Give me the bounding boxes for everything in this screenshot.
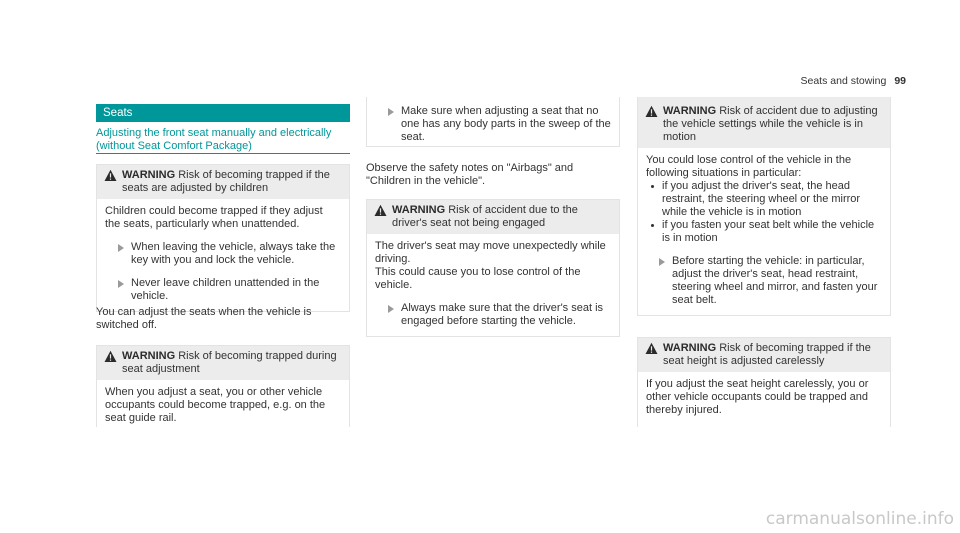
warning-body (638, 372, 890, 425)
warning-box-seat-height (637, 337, 891, 427)
warning-box-seat-not-engaged (366, 199, 620, 337)
subheading-rule (96, 153, 350, 154)
step-arrow-icon (388, 305, 394, 313)
warning-header (367, 200, 619, 234)
list-item (646, 219, 882, 245)
warning-body (97, 380, 349, 433)
step-text: Before starting the vehicle: in particular, adjust the driver's seat, head restraint, steering wheel and mirror, and fasten your seat belt. (672, 255, 878, 306)
warning-box-seat-adjustment (96, 345, 350, 427)
warning-body (97, 199, 349, 311)
subheading: Adjusting the front seat manually and electrically (without Seat Comfort Package) (96, 127, 332, 152)
warning-triangle-icon (104, 350, 117, 363)
warning-text: When you adjust a seat, you or other vehicle occupants could become trapped, e.g. on the seat guide rail. (105, 386, 326, 424)
warning-text: This could cause you to lose control of the vehicle. (375, 266, 581, 291)
warning-triangle-icon (645, 105, 658, 118)
step-arrow-icon (118, 244, 124, 252)
warning-header (638, 338, 890, 372)
warning-box-vehicle-in-motion (637, 97, 891, 316)
bullet-dot (651, 185, 654, 188)
warning-label: WARNING (392, 204, 446, 216)
warning-body (638, 148, 890, 315)
warning-title: Risk of becoming trapped during seat adjustment (122, 350, 337, 375)
step-item (375, 105, 611, 144)
warning-box-continued (366, 97, 620, 147)
warning-title: Risk of becoming trapped if the seats are adjusted by children (122, 169, 330, 194)
step-text: Never leave children unattended in the vehicle. (131, 277, 320, 302)
warning-triangle-icon (104, 169, 117, 182)
warning-header (97, 165, 349, 199)
list-item (646, 180, 882, 219)
warning-title: Risk of accident due to adjusting the vehicle settings while the vehicle is in motion (663, 105, 878, 143)
warning-label: WARNING (122, 169, 176, 181)
warning-box-trapped-children (96, 164, 350, 312)
warning-header (638, 97, 890, 148)
step-arrow-icon (118, 280, 124, 288)
running-header-title: Seats and stowing (800, 75, 887, 87)
paragraph: Observe the safety notes on "Airbags" and "Children in the vehicle". (366, 162, 574, 187)
warning-header (97, 346, 349, 380)
warning-body (367, 234, 619, 336)
warning-triangle-icon (374, 204, 387, 217)
warning-text: You could lose control of the vehicle in the following situations in particular: (646, 154, 852, 179)
warning-text: The driver's seat may move unexpectedly while driving. (375, 240, 606, 265)
warning-triangle-icon (645, 342, 658, 355)
warning-label: WARNING (663, 105, 717, 117)
step-text: Always make sure that the driver's seat is engaged before starting the vehicle. (401, 302, 604, 327)
step-item (646, 255, 882, 307)
step-item (105, 277, 341, 303)
step-item (375, 302, 611, 328)
bullet-dot (651, 224, 654, 227)
step-arrow-icon (388, 108, 394, 116)
step-item (105, 241, 341, 267)
step-text: Make sure when adjusting a seat that no one has any body parts in the sweep of the seat. (401, 105, 611, 143)
warning-title: Risk of becoming trapped if the seat height is adjusted carelessly (663, 342, 871, 367)
step-text: When leaving the vehicle, always take the key with you and lock the vehicle. (131, 241, 336, 266)
warning-text: Children could become trapped if they adjust the seats, particularly when unattended. (105, 205, 323, 230)
step-arrow-icon (659, 258, 665, 266)
warning-label: WARNING (663, 342, 717, 354)
warning-body (367, 97, 619, 152)
running-header (801, 75, 907, 88)
warning-label: WARNING (122, 350, 176, 362)
warning-text: If you adjust the seat height carelessly, you or other vehicle occupants could be trapped and thereby injured. (646, 378, 869, 416)
watermark: carmanualsonline.info (765, 509, 954, 529)
section-title: Seats (96, 104, 350, 122)
warning-title: Risk of accident due to the driver's seat not being engaged (392, 204, 578, 229)
paragraph: You can adjust the seats when the vehicle is switched off. (96, 306, 312, 331)
list-item-text: if you fasten your seat belt while the vehicle is in motion (662, 219, 875, 244)
page-number: 99 (894, 75, 906, 87)
list-item-text: if you adjust the driver's seat, the head restraint, the steering wheel or the mirror while the vehicle is in motion (662, 180, 861, 218)
